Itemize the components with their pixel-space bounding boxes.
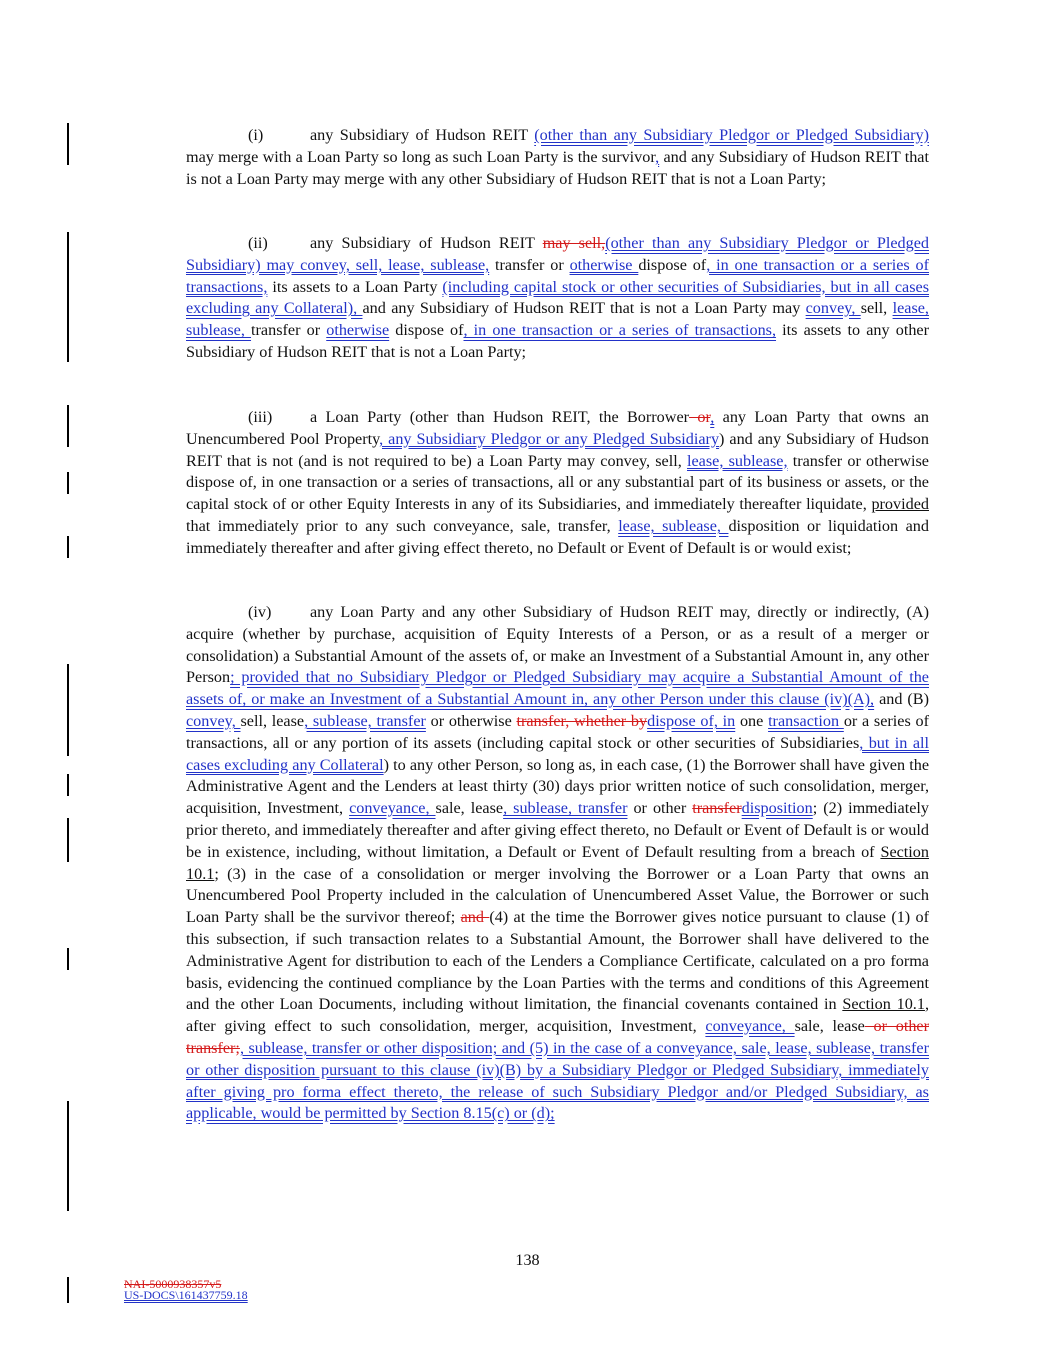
inserted-text: otherwise — [569, 255, 639, 274]
clause-number: (ii) — [248, 234, 268, 252]
inserted-text: lease, sublease, — [186, 299, 929, 340]
section-reference: Section 10.1 — [186, 842, 929, 883]
deleted-text: transfer — [692, 799, 742, 818]
inserted-text: transaction — [768, 711, 844, 730]
inserted-text: , but in all cases excluding any Collateral — [186, 733, 929, 774]
clause-number: (iii) — [248, 408, 273, 426]
clause-iv: (iv) any Loan Party and any other Subsidiary of Hudson REIT may, directly or indirectly, (A) acquire (whether by purchase, acquisition of Equity Interests of a Person, or as a result of a merger or consolidation) a Substantial Amount of the assets of, or make an Investment of a Substantial Amount in, any other Person; provided that no Subsidiary Pledgor or Pledged Subsidiary may acquire a Substantial Amount of the assets of, or make an Investment of a Substantial Amount in, any other Person under this clause (iv)(A), and (B) convey, sell, lease, sublease, transfer or otherwise transfer, whether bydispose of, in one transaction or a series of transactions, all or any portion of its assets (including capital stock or other securities of Subsidiaries, but in all cases excluding any Collateral) to any other Person, so long as, in each case, (1) the Borrower shall have given the Administrative Agent and the Lenders at least thirty (30) days prior written notice of such consolidation, merger, acquisition, Investment, conveyance, sale, lease, sublease, transfer or other transferdisposition; (2) immediately prior thereto, and immediately thereafter and after giving effect thereto, no Default or Event of Default is or would be in existence, including, without limitation, a Default or Event of Default resulting from a breach of Section 10.1; (3) in the case of a consolidation or merger involving the Borrower or a Loan Party that owns an Unencumbered Pool Property included in the calculation of Unencumbered Asset Value, the Borrower or such Loan Party shall be the survivor thereof; and (4) at the time the Borrower gives notice pursuant to clause (1) of this subsection, if such transaction relates to a Substantial Amount, the Borrower shall have delivered to the Administrative Agent for distribution to each of the Lenders a Compliance Certificate, calculated on a pro forma basis, evidencing the continued compliance by the Loan Parties with the terms and conditions of this Agreement and the other Loan Documents, including without limitation, the financial covenants contained in Section 10.1, after giving effect to such consolidation, merger, acquisition, Investment, conveyance, sale, lease or other transfer;, sublease, transfer or other disposition; and (5) in the case of a conveyance, sale, lease, sublease, transfer or other disposition pursuant to this clause (iv)(B) by a Subsidiary Pledgor or Pledged Subsidiary, immediately after giving pro forma effect thereto, the release of such Subsidiary Pledgor and/or Pledged Subsidiary, as applicable, would be permitted by Section 8.15(c) or (d); — [186, 603, 930, 1123]
change-bar — [67, 818, 69, 862]
doc-id-deleted: NAI-5000938357v5 — [124, 1277, 222, 1291]
inserted-text: , sublease, transfer or other disposition; and (5) in the case of a conveyance, sale, lease, sublease, transfer or other disposition pursuant to this clause (iv)(B) by a Subsidiary Pledgor or Pledged Subsidiary, immediately after giving pro forma effect thereto, the release of such Subsidiary Pledgor and/or Pledged Subsidiary, as applicable, would be permitted by Section 8.15(c) or (d); — [186, 1038, 929, 1123]
inserted-text: , — [710, 408, 715, 426]
inserted-text: , in one transaction or a series of transactions, — [186, 255, 929, 296]
page-number: 138 — [515, 1251, 540, 1269]
inserted-text: otherwise — [326, 321, 390, 340]
clause-iii: (iii) a Loan Party (other than Hudson REIT, the Borrower or, any Loan Party that owns an Unencumbered Pool Property, any Subsidiary Pledgor or any Pledged Subsidiary) and any Subsidiary of Hudson REIT that is not (and is not required to be) a Loan Party may convey, sell, lease, sublease, transfer or otherwise dispose of, in one transaction or a series of transactions, all or any substantial part of its business or assets, or the capital stock of or other Equity Interests in any of its Subsidiaries, and immediately thereafter liquidate, provided that immediately prior to any such conveyance, sale, transfer, lease, sublease, disposition or liquidation and immediately thereafter and after giving effect thereto, no Default or Event of Default is or would exist; — [186, 408, 929, 557]
inserted-text: disposition — [741, 799, 813, 818]
doc-id-inserted: US-DOCS\161437759.18 — [124, 1288, 248, 1302]
inserted-text: ; provided that no Subsidiary Pledgor or Pledged Subsidiary may acquire a Substantial Amount of the assets of, or make an Investment of a Substantial Amount in, any other Person under this clause (iv)(A), — [186, 668, 929, 709]
inserted-text: conveyance, — [349, 799, 436, 818]
inserted-text: (other than any Subsidiary Pledgor or Pledged Subsidiary) — [534, 126, 929, 144]
inserted-text: , in one transaction or a series of transactions, — [463, 321, 777, 340]
change-bar — [67, 536, 69, 558]
section-reference: Section 10.1 — [842, 995, 925, 1014]
clause-number: (iv) — [248, 603, 272, 621]
inserted-text: convey, — [805, 299, 861, 318]
change-bar — [67, 774, 69, 796]
inserted-text: convey, — [186, 711, 241, 730]
change-bar — [67, 123, 69, 165]
deleted-text: transfer, whether by — [516, 711, 648, 730]
deleted-text: or other transfer; — [186, 1017, 929, 1057]
clause-i: (i) any Subsidiary of Hudson REIT (other than any Subsidiary Pledgor or Pledged Subsidiary) may merge with a Loan Party so long as such Loan Party is the survivor, and any Subsidiary of Hudson REIT that is not a Loan Party may merge with any other Subsidiary of Hudson REIT that is not a Loan Party; — [186, 126, 929, 188]
change-bar — [67, 664, 69, 756]
change-bar — [67, 1101, 69, 1211]
change-bar — [67, 405, 69, 447]
inserted-text: lease, sublease, — [618, 516, 729, 535]
deleted-text: and — [460, 908, 490, 927]
deleted-text: or — [689, 408, 711, 426]
inserted-text: , — [655, 147, 660, 166]
underlined-term: provided — [871, 495, 929, 514]
change-bar — [67, 472, 69, 494]
change-bar — [67, 1277, 69, 1303]
clause-ii: (ii) any Subsidiary of Hudson REIT may sell,(other than any Subsidiary Pledgor or Pledged Subsidiary) may convey, sell, lease, sublease, transfer or otherwise dispose of, in one transaction or a series of transactions, its assets to a Loan Party (including capital stock or other securities of Subsidiaries, but in all cases excluding any Collateral), and any Subsidiary of Hudson REIT that is not a Loan Party may convey, sell, lease, sublease, transfer or otherwise dispose of, in one transaction or a series of transactions, its assets to any other Subsidiary of Hudson REIT that is not a Loan Party; — [186, 234, 930, 361]
inserted-text: conveyance, — [705, 1017, 795, 1036]
inserted-text: (including capital stock or other securities of Subsidiaries, but in all cases excluding any Collateral), — [186, 277, 930, 318]
inserted-text: dispose of, in — [647, 711, 736, 730]
inserted-text: , sublease, transfer — [304, 711, 426, 730]
inserted-text: , sublease, transfer — [503, 799, 628, 818]
clause-number: (i) — [248, 126, 264, 144]
inserted-text: , any Subsidiary Pledgor or any Pledged Subsidiary — [379, 429, 720, 448]
inserted-text: lease, sublease, — [687, 451, 788, 470]
deleted-text: may sell, — [542, 234, 606, 252]
change-bar — [67, 948, 69, 970]
inserted-text: (other than any Subsidiary Pledgor or Pledged Subsidiary) may convey, sell, lease, sublease, — [186, 234, 929, 274]
change-bar — [67, 232, 69, 362]
